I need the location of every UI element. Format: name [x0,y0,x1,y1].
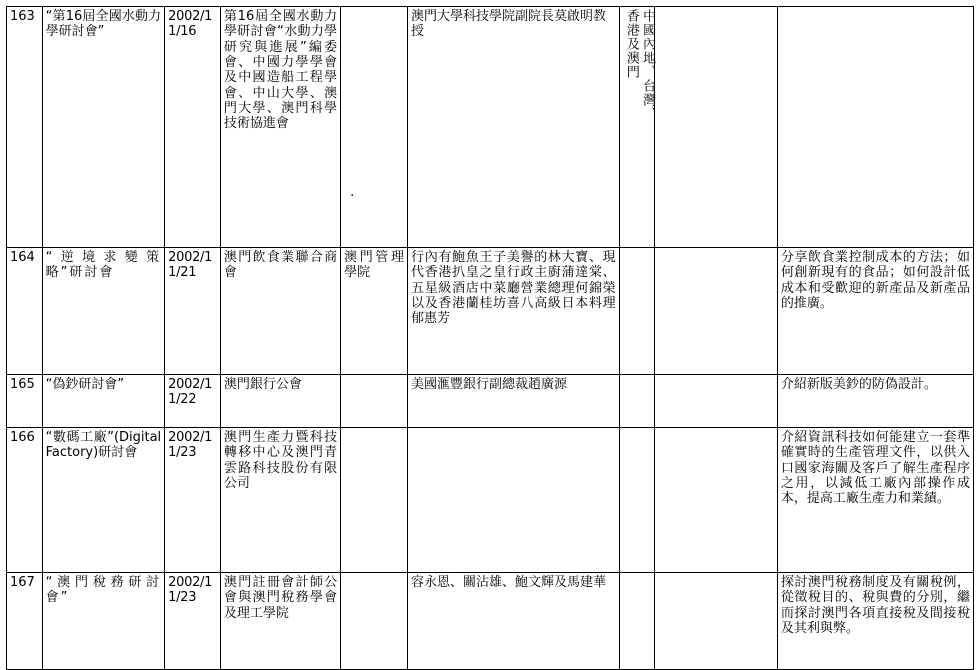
table-row [7,375,974,428]
cell-number: 164 [7,248,43,375]
cell-notes: 分享飲食業控制成本的方法；如何創新現有的食品；如何設計低成本和受歡迎的新產品及新產品的推廣。 [777,248,973,375]
stray-dot-mark: . [350,185,355,200]
cell-title: “偽鈔研討會” [42,375,165,428]
cell-region-text: 中國內地、台灣、香港及澳門 [623,9,656,121]
cell-organizer: 澳門生產力暨科技轉移中心及澳門青雲路科技股份有限公司 [220,428,340,573]
cell-region [619,248,655,375]
cell-title: “澳門稅務研討會” [42,573,165,670]
cell-speakers [408,428,620,573]
cell-extra [655,7,778,248]
cell-date: 2002/11/23 [165,573,221,670]
cell-number: 167 [7,573,43,670]
cell-extra [655,375,778,428]
cell-notes [777,7,973,248]
cell-date: 2002/11/16 [165,7,221,248]
cell-title: “數碼工廠”(Digital Factory)研討會 [42,428,165,573]
cell-extra [655,248,778,375]
cell-title: “逆境求變策略”研討會 [42,248,165,375]
cell-organizer: 第16屆全國水動力學研討會“水動力學研究與進展”編委會、中國力學學會及中國造船工程學會、中山大學、澳門大學、澳門科學技術協進會 [220,7,340,248]
table-row [7,248,974,375]
cell-number: 166 [7,428,43,573]
cell-venue [341,573,408,670]
cell-notes: 介紹資訊科技如何能建立一套準確實時的生產管理文件，以供入口國家海關及客戶了解生產程序之用，以減低工廠內部操作成本，提高工廠生產力和業績。 [777,428,973,573]
cell-venue [341,375,408,428]
cell-organizer: 澳門銀行公會 [220,375,340,428]
cell-region [619,7,655,248]
cell-organizer: 澳門註冊會計師公會與澳門稅務學會及理工學院 [220,573,340,670]
cell-extra [655,573,778,670]
cell-title: “第16屆全國水動力學研討會” [42,7,165,248]
cell-speakers: 容永恩、關沾雄、鮑文輝及馬建華 [408,573,620,670]
seminar-table [6,6,974,670]
cell-venue [341,7,408,248]
cell-region [619,428,655,573]
cell-venue: 澳門管理學院 [341,248,408,375]
cell-speakers: 澳門大學科技學院副院長莫啟明教授 [408,7,620,248]
cell-number: 165 [7,375,43,428]
cell-speakers: 行內有鮑魚王子美譽的林大寶、現代香港扒皇之皇行政主廚蒲達棠、五星級酒店中菜廳營業總理何錦榮以及香港蘭桂坊喜八高級日本料理郁惠芳 [408,248,620,375]
cell-date: 2002/11/23 [165,428,221,573]
cell-date: 2002/11/21 [165,248,221,375]
cell-extra [655,428,778,573]
cell-notes: 探討澳門稅務制度及有關稅例，從徵稅目的、稅與費的分別，繼而探討澳門各項直接稅及間接稅及其利與弊。 [777,573,973,670]
cell-organizer: 澳門飲食業聯合商會 [220,248,340,375]
table-row [7,573,974,670]
cell-speakers: 美國滙豐銀行副總裁趙廣源 [408,375,620,428]
cell-region [619,573,655,670]
cell-number: 163 [7,7,43,248]
table-row [7,428,974,573]
cell-region [619,375,655,428]
table-row [7,7,974,248]
cell-venue [341,428,408,573]
cell-date: 2002/11/22 [165,375,221,428]
cell-notes: 介紹新版美鈔的防偽設計。 [777,375,973,428]
